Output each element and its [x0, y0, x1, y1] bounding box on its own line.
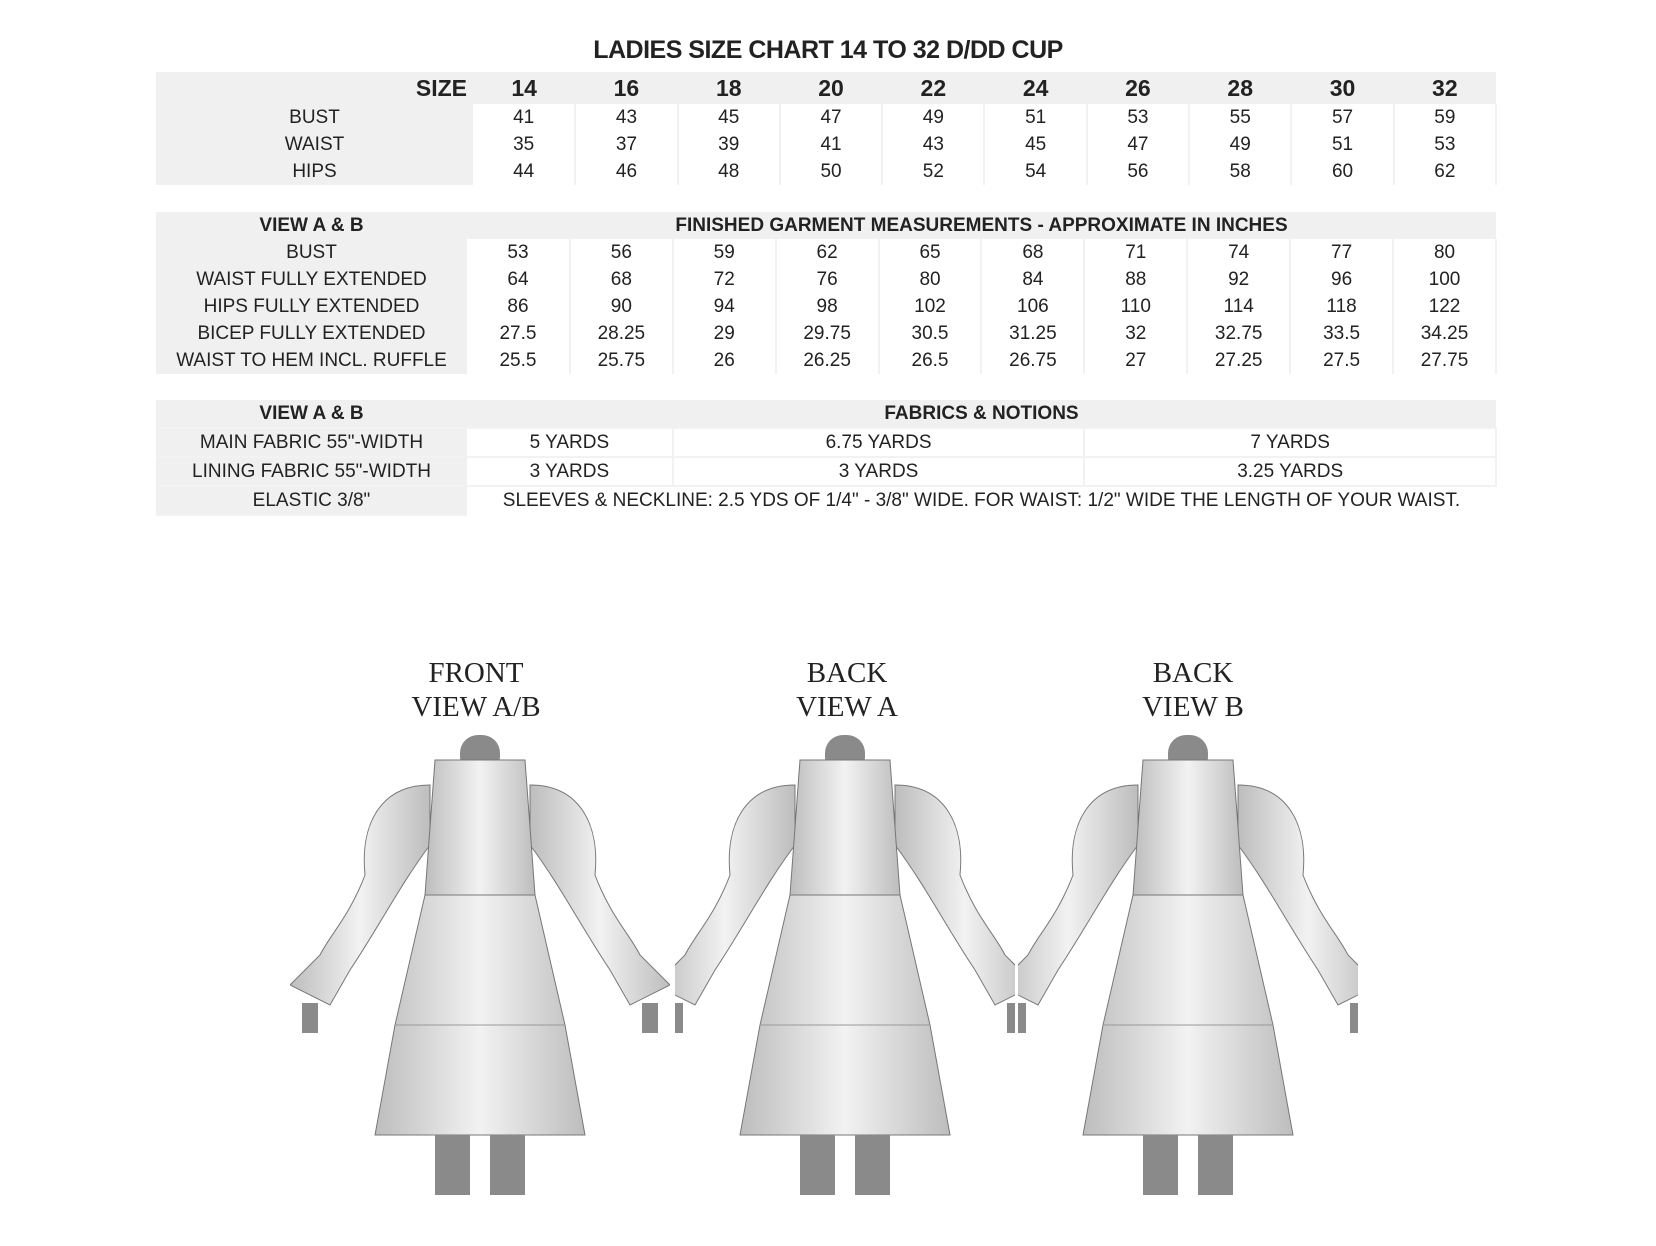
cell: 118	[1290, 293, 1393, 320]
cell: 28.25	[570, 320, 673, 347]
skirt	[375, 895, 585, 1135]
cell: 45	[984, 131, 1086, 158]
size-label: SIZE	[156, 72, 473, 104]
dress-back-a-illustration	[675, 735, 1015, 1195]
cell: 57	[1291, 104, 1393, 131]
skirt	[740, 895, 950, 1135]
row-label: BICEP FULLY EXTENDED	[156, 320, 467, 347]
chart-title: LADIES SIZE CHART 14 TO 32 D/DD CUP	[593, 36, 1063, 64]
cell: 37	[575, 131, 677, 158]
size-20: 20	[780, 72, 882, 104]
label-line: VIEW A/B	[411, 691, 541, 723]
cell: 26.75	[981, 347, 1084, 374]
cell: 27.5	[1290, 347, 1393, 374]
cell: 96	[1290, 266, 1393, 293]
cell: 60	[1291, 158, 1393, 185]
dress-front-illustration	[290, 735, 670, 1195]
main-fabric-row	[156, 428, 1496, 457]
size-32: 32	[1394, 72, 1496, 104]
cell: 62	[776, 239, 879, 266]
cell: 54	[984, 158, 1086, 185]
cell: 3 YARDS	[467, 457, 673, 486]
cell: 29	[673, 320, 776, 347]
table-row	[156, 131, 1496, 158]
cell: 122	[1393, 293, 1496, 320]
cell: 53	[1394, 131, 1496, 158]
cell: 43	[575, 104, 677, 131]
cell: 29.75	[776, 320, 879, 347]
cell: 58	[1189, 158, 1291, 185]
cell: 72	[673, 266, 776, 293]
label-line: VIEW B	[1142, 691, 1244, 723]
cell: 5 YARDS	[467, 428, 673, 457]
cell: 88	[1084, 266, 1187, 293]
elastic-row	[156, 486, 1496, 515]
cell: 59	[673, 239, 776, 266]
cell: 30.5	[879, 320, 982, 347]
label-line: FRONT	[428, 657, 524, 689]
cell: 53	[1087, 104, 1189, 131]
cell: 33.5	[1290, 320, 1393, 347]
cell: 51	[984, 104, 1086, 131]
cell: 71	[1084, 239, 1187, 266]
cell: 26.25	[776, 347, 879, 374]
cell: 41	[780, 131, 882, 158]
size-28: 28	[1189, 72, 1291, 104]
row-label: BUST	[156, 104, 473, 131]
cell: 94	[673, 293, 776, 320]
row-label: HIPS FULLY EXTENDED	[156, 293, 467, 320]
cell: 100	[1393, 266, 1496, 293]
bodice	[790, 760, 900, 895]
cell: 43	[882, 131, 984, 158]
finished-header-row	[156, 212, 1496, 239]
cell: 32	[1084, 320, 1187, 347]
row-label: LINING FABRIC 55"-WIDTH	[156, 457, 467, 486]
cell: 47	[1087, 131, 1189, 158]
cell: 59	[1394, 104, 1496, 131]
table-row	[156, 347, 1496, 374]
cell: 3.25 YARDS	[1084, 457, 1496, 486]
finished-heading: FINISHED GARMENT MEASUREMENTS - APPROXIMATE IN INCHES	[467, 212, 1496, 239]
size-14: 14	[473, 72, 575, 104]
cell: 26.5	[879, 347, 982, 374]
cell: 77	[1290, 239, 1393, 266]
table-row	[156, 239, 1496, 266]
cell: 80	[1393, 239, 1496, 266]
cell: 27.5	[467, 320, 570, 347]
bodice	[425, 760, 535, 895]
cell: 39	[678, 131, 780, 158]
size-24: 24	[984, 72, 1086, 104]
cell: 92	[1187, 266, 1290, 293]
cell: 56	[1087, 158, 1189, 185]
table-row	[156, 293, 1496, 320]
row-label: BUST	[156, 239, 467, 266]
table-row	[156, 266, 1496, 293]
row-label: WAIST	[156, 131, 473, 158]
cell: 74	[1187, 239, 1290, 266]
cell: 86	[467, 293, 570, 320]
label-line: VIEW A	[796, 691, 898, 723]
cell: 35	[473, 131, 575, 158]
body-measurements-table	[156, 72, 1497, 185]
row-label: WAIST FULLY EXTENDED	[156, 266, 467, 293]
size-26: 26	[1087, 72, 1189, 104]
cell: 27.75	[1393, 347, 1496, 374]
figure-label-back-a	[747, 656, 947, 724]
cell: SLEEVES & NECKLINE: 2.5 YDS OF 1/4" - 3/8" WIDE. FOR WAIST: 1/2" WIDE THE LENGTH OF YOUR WAIST.	[502, 490, 1461, 511]
cell: 32.75	[1187, 320, 1290, 347]
cell: 27.25	[1187, 347, 1290, 374]
cell: 68	[570, 266, 673, 293]
cell: 27	[1084, 347, 1187, 374]
cell: 90	[570, 293, 673, 320]
cell: 62	[1394, 158, 1496, 185]
cell: 46	[575, 158, 677, 185]
cell: 34.25	[1393, 320, 1496, 347]
cell: 56	[570, 239, 673, 266]
row-label: ELASTIC 3/8"	[156, 486, 467, 515]
cell: 47	[780, 104, 882, 131]
size-18: 18	[678, 72, 780, 104]
cell: 52	[882, 158, 984, 185]
cell: 106	[981, 293, 1084, 320]
cell: 49	[882, 104, 984, 131]
label-line: BACK	[1152, 657, 1234, 689]
cell: 6.75 YARDS	[673, 428, 1085, 457]
cell: 7 YARDS	[1084, 428, 1496, 457]
row-label: MAIN FABRIC 55"-WIDTH	[156, 428, 467, 457]
cell: 25.5	[467, 347, 570, 374]
cell: 26	[673, 347, 776, 374]
figure-label-front	[376, 656, 576, 724]
figure-label-back-b	[1093, 656, 1293, 724]
size-22: 22	[882, 72, 984, 104]
cell: 49	[1189, 131, 1291, 158]
cell: 65	[879, 239, 982, 266]
cell: 48	[678, 158, 780, 185]
row-label: HIPS	[156, 158, 473, 185]
finished-garment-table	[156, 212, 1497, 374]
cell: 45	[678, 104, 780, 131]
fabrics-notions-table	[156, 400, 1497, 516]
size-30: 30	[1291, 72, 1393, 104]
cell: 41	[473, 104, 575, 131]
cell: 68	[981, 239, 1084, 266]
row-label: WAIST TO HEM INCL. RUFFLE	[156, 347, 467, 374]
view-label: VIEW A & B	[156, 400, 467, 428]
cell: 55	[1189, 104, 1291, 131]
cell: 50	[780, 158, 882, 185]
cell: 114	[1187, 293, 1290, 320]
skirt	[1083, 895, 1293, 1135]
cell: 84	[981, 266, 1084, 293]
lining-fabric-row	[156, 457, 1496, 486]
table-row	[156, 320, 1496, 347]
cell: 31.25	[981, 320, 1084, 347]
cell: 3 YARDS	[673, 457, 1085, 486]
fabrics-heading: FABRICS & NOTIONS	[467, 400, 1496, 428]
size-16: 16	[575, 72, 677, 104]
dress-back-b-illustration	[1018, 735, 1358, 1195]
cell: 98	[776, 293, 879, 320]
cell: 110	[1084, 293, 1187, 320]
bodice	[1133, 760, 1243, 895]
table-row	[156, 158, 1496, 185]
label-line: BACK	[806, 657, 888, 689]
cell: 53	[467, 239, 570, 266]
cell: 102	[879, 293, 982, 320]
table-row	[156, 104, 1496, 131]
size-header-row	[156, 72, 1496, 104]
view-label: VIEW A & B	[156, 212, 467, 239]
cell: 25.75	[570, 347, 673, 374]
cell: 64	[467, 266, 570, 293]
cell: 80	[879, 266, 982, 293]
cell: 76	[776, 266, 879, 293]
cell: 51	[1291, 131, 1393, 158]
cell: 44	[473, 158, 575, 185]
